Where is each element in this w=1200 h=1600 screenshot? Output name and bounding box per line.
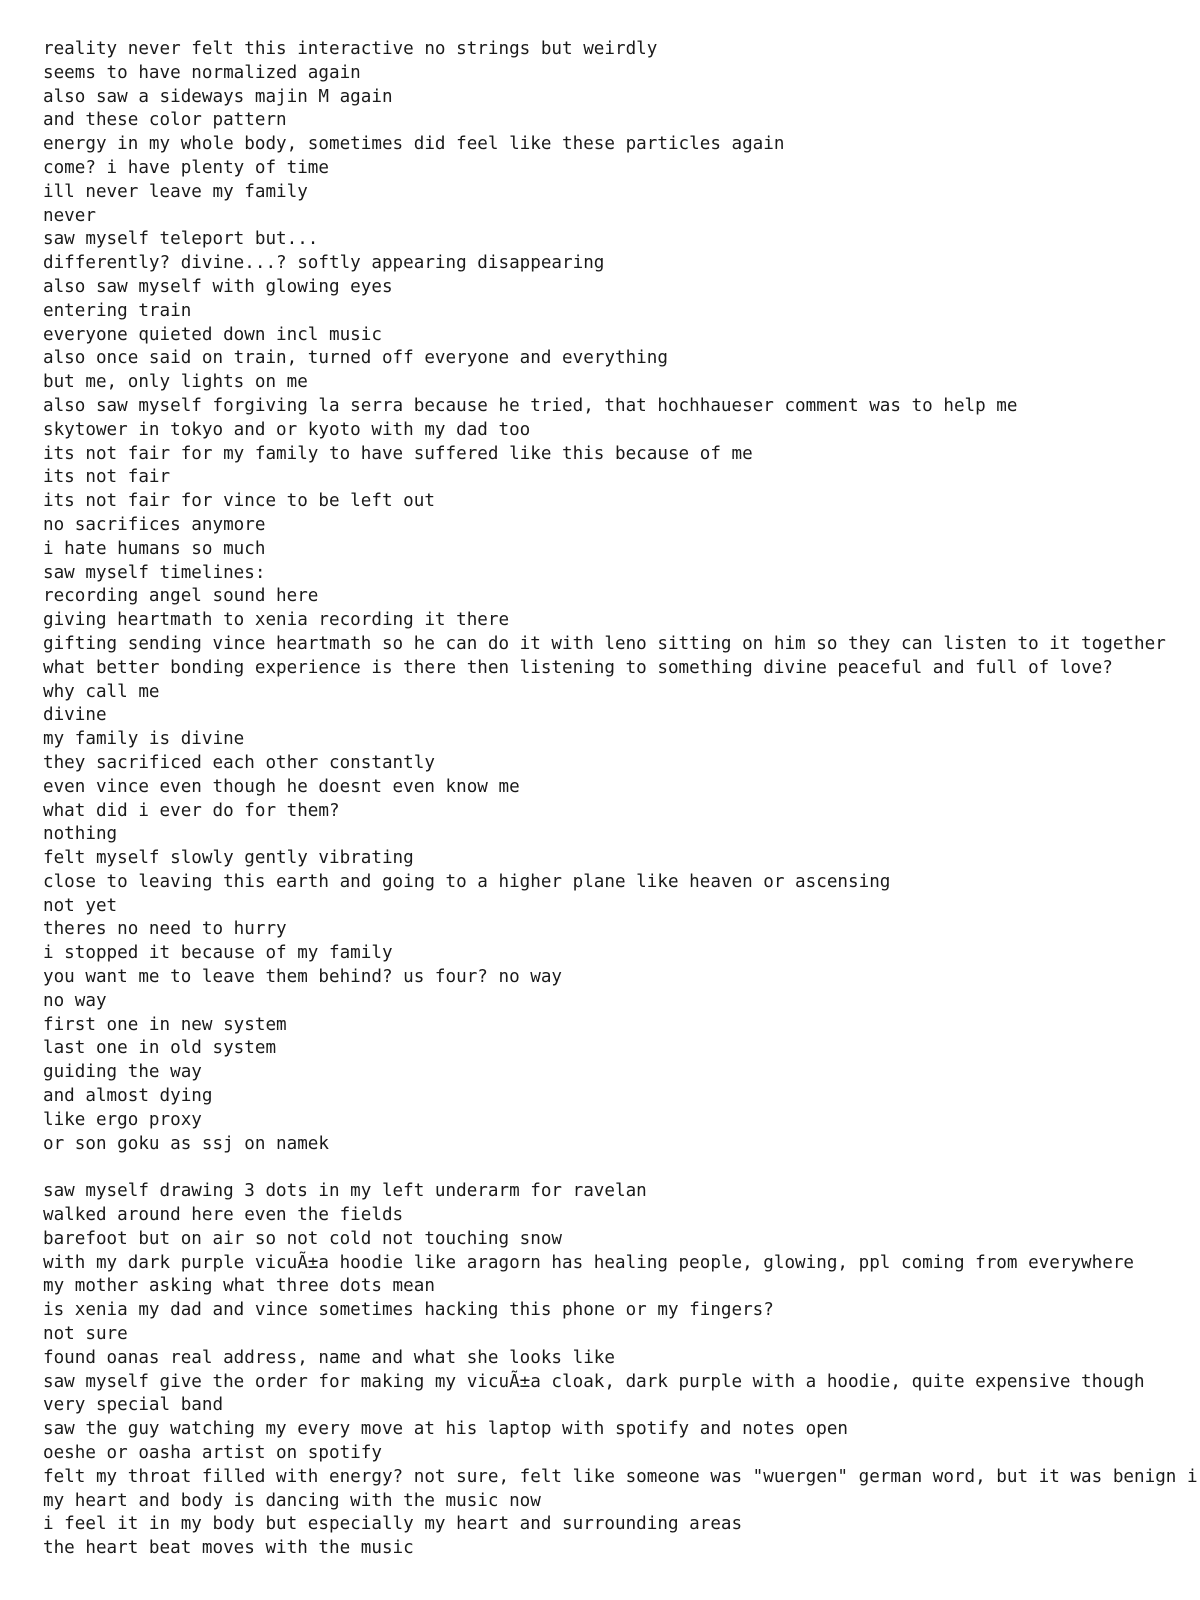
- text-line: walked around here even the fields: [43, 1205, 404, 1226]
- text-line: saw myself give the order for making my vicuÃ±a cloak, dark purple with a hoodie, quite expensive though: [43, 1371, 1145, 1392]
- text-line: skytower in tokyo and or kyoto with my dad too: [43, 419, 531, 440]
- text-line: oeshe or oasha artist on spotify: [43, 1443, 382, 1464]
- text-line: i feel it in my body but especially my heart and surrounding areas: [43, 1514, 743, 1535]
- text-line: no way: [43, 990, 107, 1011]
- text-line: guiding the way: [43, 1062, 202, 1083]
- text-line: and almost dying: [43, 1086, 213, 1107]
- text-line: barefoot but on air so not cold not touching snow: [43, 1228, 563, 1249]
- text-line: not yet: [43, 895, 118, 916]
- text-line: my mother asking what three dots mean: [43, 1276, 435, 1297]
- text-line: its not fair for vince to be left out: [43, 491, 435, 512]
- text-line: its not fair for my family to have suffered like this because of me: [43, 443, 753, 464]
- text-line: also once said on train, turned off everyone and everything: [43, 348, 668, 369]
- text-line: differently? divine...? softly appearing disappearing: [43, 253, 605, 274]
- text-line: no sacrifices anymore: [43, 514, 266, 535]
- text-line: and these color pattern: [43, 110, 287, 131]
- text-line: saw myself timelines:: [43, 562, 266, 583]
- text-line: never: [43, 205, 96, 226]
- text-line: its not fair: [43, 467, 171, 488]
- text-line: ill never leave my family: [43, 181, 308, 202]
- text-line: gifting sending vince heartmath so he can do it with leno sitting on him so they can listen to it together: [43, 633, 1166, 654]
- text-line: found oanas real address, name and what she looks like: [43, 1347, 615, 1368]
- text-line: i hate humans so much: [43, 538, 266, 559]
- text-line: recording angel sound here: [43, 586, 319, 607]
- text-line: my heart and body is dancing with the music now: [43, 1490, 541, 1511]
- text-line: seems to have normalized again: [43, 62, 361, 83]
- text-line: energy in my whole body, sometimes did feel like these particles again: [43, 134, 785, 155]
- text-line: even vince even though he doesnt even know me: [43, 776, 520, 797]
- text-line: the heart beat moves with the music: [43, 1538, 414, 1559]
- text-line: theres no need to hurry: [43, 919, 287, 940]
- text-line: what better bonding experience is there then listening to something divine peaceful and full of love?: [43, 657, 1113, 678]
- text-line: close to leaving this earth and going to a higher plane like heaven or ascensing: [43, 871, 891, 892]
- text-line: why call me: [43, 681, 160, 702]
- text-line: you want me to leave them behind? us four? no way: [43, 967, 563, 988]
- text-line: last one in old system: [43, 1038, 277, 1059]
- text-line: entering train: [43, 300, 192, 321]
- text-line: or son goku as ssj on namek: [43, 1133, 329, 1154]
- text-line: giving heartmath to xenia recording it there: [43, 610, 510, 631]
- text-line: with my dark purple vicuÃ±a hoodie like aragorn has healing people, glowing, ppl coming from everywhere: [43, 1252, 1135, 1273]
- text-line: felt my throat filled with energy? not sure, felt like someone was "wuergen" german word, but it was benign i: [43, 1466, 1198, 1487]
- text-line: felt myself slowly gently vibrating: [43, 848, 414, 869]
- text-line: saw myself drawing 3 dots in my left underarm for ravelan: [43, 1181, 647, 1202]
- text-line: like ergo proxy: [43, 1109, 202, 1130]
- text-line: is xenia my dad and vince sometimes hacking this phone or my fingers?: [43, 1300, 774, 1321]
- text-line: very special band: [43, 1395, 224, 1416]
- text-line: what did i ever do for them?: [43, 800, 340, 821]
- text-line: my family is divine: [43, 729, 245, 750]
- text-line: first one in new system: [43, 1014, 287, 1035]
- text-line: everyone quieted down incl music: [43, 324, 382, 345]
- text-line: come? i have plenty of time: [43, 157, 329, 178]
- text-line: divine: [43, 705, 107, 726]
- text-line: i stopped it because of my family: [43, 943, 393, 964]
- text-line: also saw myself forgiving la serra because he tried, that hochhaueser comment was to help me: [43, 395, 1018, 416]
- text-line: they sacrificed each other constantly: [43, 752, 435, 773]
- text-line: but me, only lights on me: [43, 372, 308, 393]
- text-line: nothing: [43, 824, 118, 845]
- text-document: [43, 38, 1200, 1561]
- text-line: also saw myself with glowing eyes: [43, 276, 393, 297]
- text-line: saw myself teleport but...: [43, 229, 319, 250]
- text-line: saw the guy watching my every move at his laptop with spotify and notes open: [43, 1419, 849, 1440]
- text-line: [43, 1156, 1200, 1180]
- text-line: not sure: [43, 1324, 128, 1345]
- text-line: reality never felt this interactive no strings but weirdly: [43, 39, 658, 59]
- text-line: also saw a sideways majin M again: [43, 86, 393, 107]
